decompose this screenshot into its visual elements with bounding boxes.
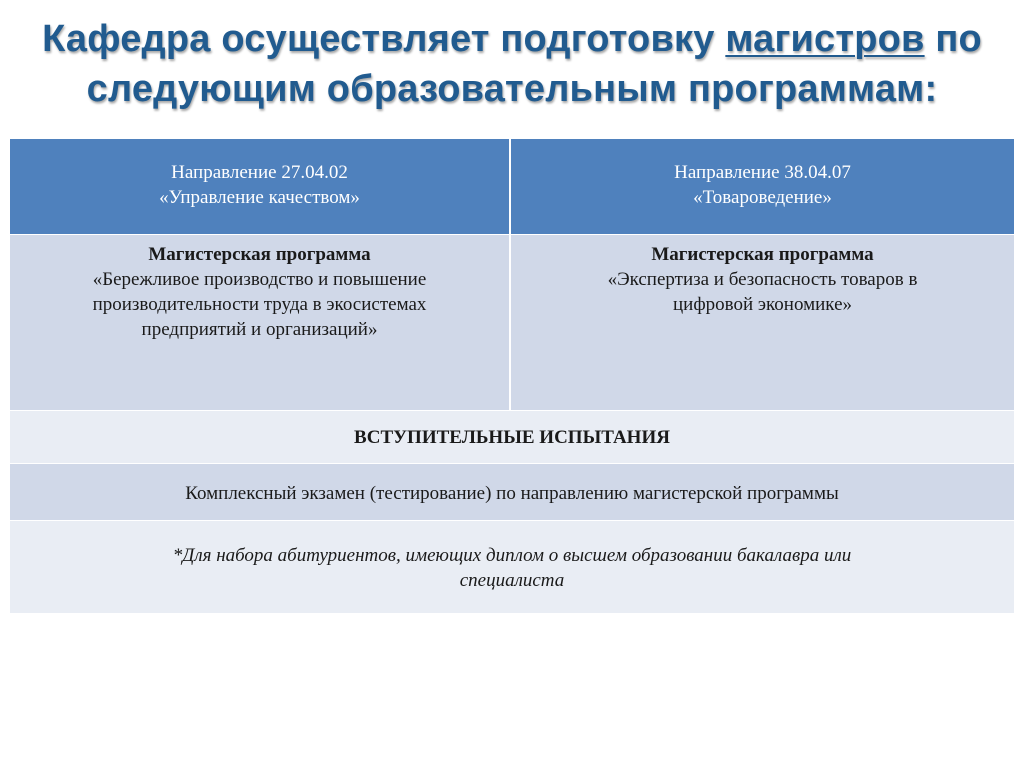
header-direction-name: «Товароведение»: [693, 187, 832, 208]
program-name-line: цифровой экономике»: [672, 294, 852, 315]
program-name-line: «Экспертиза и безопасность товаров в: [607, 269, 918, 290]
program-heading: Магистерская программа: [651, 244, 874, 265]
title-line-2: следующим образовательным программам:: [86, 68, 938, 110]
programs-table: [10, 139, 1014, 614]
exams-heading: ВСТУПИТЕЛЬНЫЕ ИСПЫТАНИЯ: [10, 411, 1014, 463]
program-cell-goods-expertise: [511, 235, 1014, 410]
title-part-2: по: [924, 18, 982, 60]
program-name-line: предприятий и организаций»: [141, 319, 378, 340]
program-name-line: производительности труда в экосистемах: [92, 294, 427, 315]
program-name-line: «Бережливое производство и повышение: [92, 269, 427, 290]
header-direction-code: Направление 27.04.02: [171, 162, 348, 183]
program-cell-lean-production: [10, 235, 511, 410]
page-title: [10, 14, 1014, 114]
title-part-1: Кафедра осуществляет подготовку: [42, 18, 726, 60]
program-heading: Магистерская программа: [148, 244, 371, 265]
title-underlined-word: магистров: [725, 18, 925, 60]
header-cell-commodity-science: [511, 139, 1014, 234]
header-direction-name: «Управление качеством»: [159, 187, 360, 208]
footnote-line-2: специалиста: [459, 570, 565, 591]
table-exam-description-row: [10, 464, 1014, 521]
table-header-row: [10, 139, 1014, 235]
table-note-row: [10, 521, 1014, 614]
table-program-row: [10, 235, 1014, 411]
footnote: [10, 521, 1014, 613]
header-cell-quality-management: [10, 139, 511, 234]
footnote-line-1: *Для набора абитуриентов, имеющих диплом о высшем образовании бакалавра или: [172, 545, 852, 566]
exam-description: Комплексный экзамен (тестирование) по направлению магистерской программы: [10, 464, 1014, 520]
header-direction-code: Направление 38.04.07: [674, 162, 851, 183]
table-exams-heading-row: [10, 411, 1014, 464]
